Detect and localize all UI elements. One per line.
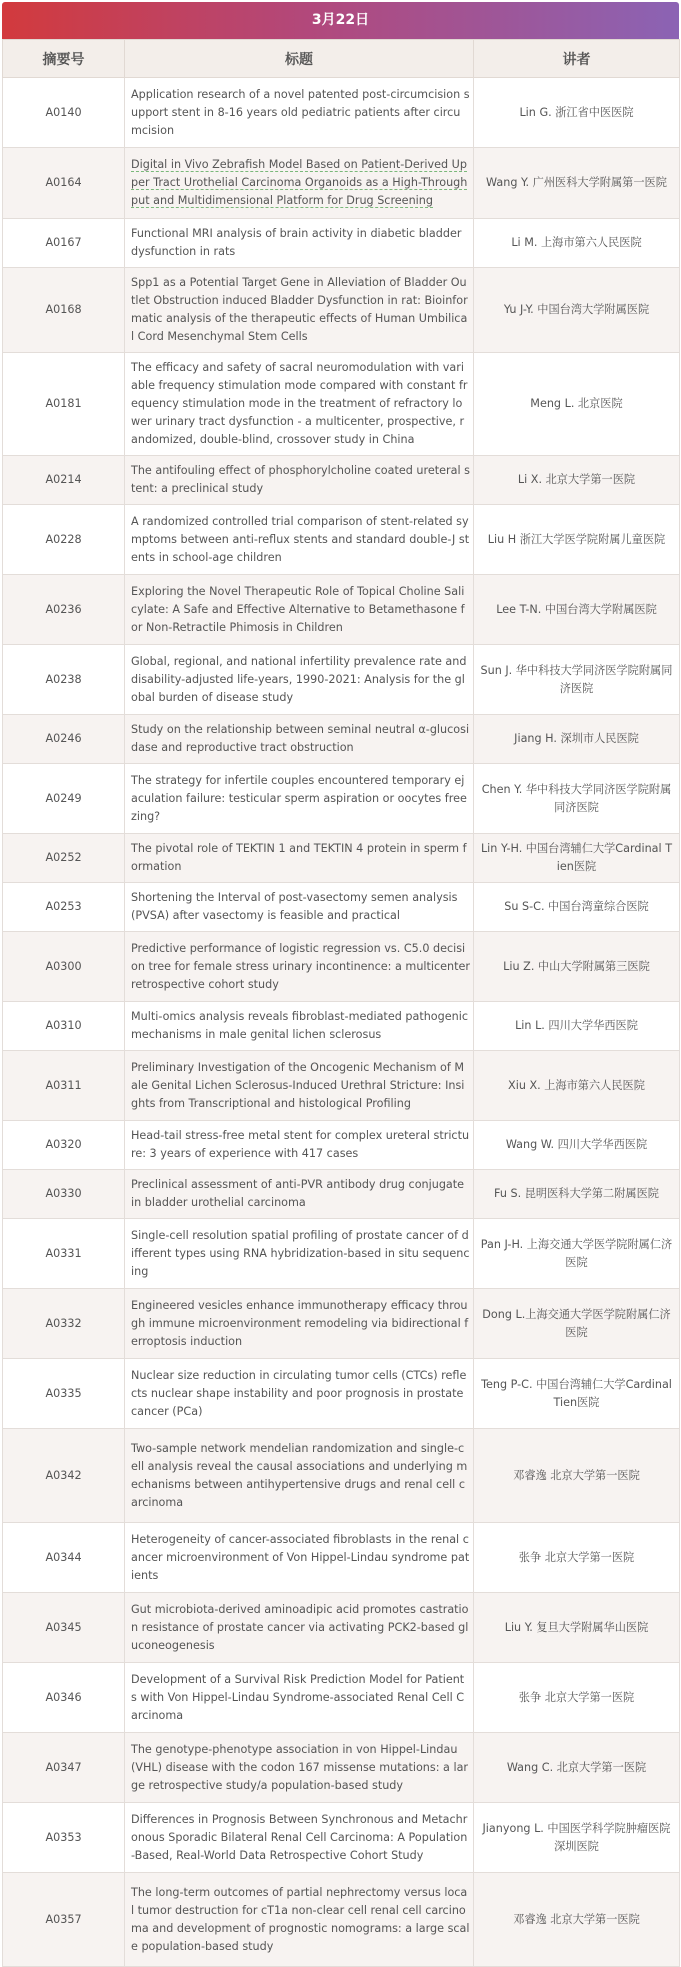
title-text: The genotype-phenotype association in von Hippel-Lindau (VHL) disease with the codon 167 missense mutations: a large retrospective study/a population-based study [131, 1742, 469, 1792]
title-cell [125, 1170, 474, 1219]
title-cell [125, 505, 474, 575]
speaker-cell: Teng P-C. 中国台湾辅仁大学Cardinal Tien医院 [474, 1359, 680, 1429]
title-cell [125, 1523, 474, 1593]
table-row [3, 1429, 680, 1523]
column-header-title: 标题 [125, 40, 474, 78]
table-row [3, 78, 680, 148]
table-row [3, 1121, 680, 1170]
schedule-container [2, 2, 679, 1967]
title-cell [125, 1359, 474, 1429]
table-row [3, 1289, 680, 1359]
speaker-cell: Dong L.上海交通大学医学院附属仁济医院 [474, 1289, 680, 1359]
speaker-cell: 张争 北京大学第一医院 [474, 1663, 680, 1733]
title-cell [125, 645, 474, 715]
abstract-id-cell: A0332 [3, 1289, 125, 1359]
title-text: Spp1 as a Potential Target Gene in Alleviation of Bladder Outlet Obstruction induced Bladder Dysfunction in rat: Bioinformatic analysis of the therapeutic effects of Human Umbilical Cord Mesenchymal Stem Cells [131, 276, 468, 343]
title-cell [125, 764, 474, 834]
title-cell [125, 456, 474, 505]
speaker-cell: Wang C. 北京大学第一医院 [474, 1733, 680, 1803]
title-cell [125, 932, 474, 1002]
abstract-id-cell: A0167 [3, 219, 125, 268]
title-text: Study on the relationship between seminal neutral α-glucosidase and reproductive tract obstruction [131, 723, 470, 754]
table-row [3, 1170, 680, 1219]
title-cell [125, 834, 474, 883]
speaker-cell: Lin G. 浙江省中医医院 [474, 78, 680, 148]
table-row [3, 1593, 680, 1663]
abstract-id-cell: A0300 [3, 932, 125, 1002]
abstract-id-cell: A0331 [3, 1219, 125, 1289]
speaker-cell: Liu H 浙江大学医学院附属儿童医院 [474, 505, 680, 575]
abstract-id-cell: A0228 [3, 505, 125, 575]
title-text: Digital in Vivo Zebrafish Model Based on Patient-Derived Upper Tract Urothelial Carcinoma Organoids as a High-Throughput and Multidimensional Platform for Drug Screening [131, 158, 468, 207]
title-cell [125, 219, 474, 268]
table-row [3, 353, 680, 456]
table-row [3, 883, 680, 932]
table-row [3, 1523, 680, 1593]
abstract-id-cell: A0335 [3, 1359, 125, 1429]
speaker-cell: Xiu X. 上海市第六人民医院 [474, 1051, 680, 1121]
column-header-speaker: 讲者 [474, 40, 680, 78]
title-cell [125, 1429, 474, 1523]
title-cell [125, 1051, 474, 1121]
speaker-cell: Fu S. 昆明医科大学第二附属医院 [474, 1170, 680, 1219]
title-cell [125, 1733, 474, 1803]
title-text: Shortening the Interval of post-vasectomy semen analysis (PVSA) after vasectomy is feasible and practical [131, 891, 458, 922]
abstract-id-cell: A0310 [3, 1002, 125, 1051]
abstract-id-cell: A0320 [3, 1121, 125, 1170]
title-cell [125, 148, 474, 219]
column-header-abstract-id: 摘要号 [3, 40, 125, 78]
title-text: Global, regional, and national infertility prevalence rate and disability-adjusted life-years, 1990-2021: Analysis for the global burden of disease study [131, 654, 467, 704]
speaker-cell: Wang Y. 广州医科大学附属第一医院 [474, 148, 680, 219]
abstract-id-cell: A0311 [3, 1051, 125, 1121]
table-row [3, 645, 680, 715]
speaker-cell: Sun J. 华中科技大学同济医学院附属同济医院 [474, 645, 680, 715]
table-row [3, 505, 680, 575]
abstract-id-cell: A0164 [3, 148, 125, 219]
speaker-cell: Lin L. 四川大学华西医院 [474, 1002, 680, 1051]
speaker-cell: Liu Y. 复旦大学附属华山医院 [474, 1593, 680, 1663]
table-row [3, 932, 680, 1002]
title-cell [125, 1663, 474, 1733]
abstract-id-cell: A0236 [3, 575, 125, 645]
speaker-cell: Su S-C. 中国台湾童综合医院 [474, 883, 680, 932]
title-cell [125, 575, 474, 645]
table-row [3, 1002, 680, 1051]
speaker-cell: Lee T-N. 中国台湾大学附属医院 [474, 575, 680, 645]
abstract-id-cell: A0246 [3, 715, 125, 764]
table-row [3, 764, 680, 834]
title-text: Predictive performance of logistic regression vs. C5.0 decision tree for female stress urinary incontinence: a multicenter retrospective cohort study [131, 941, 471, 991]
title-text: The pivotal role of TEKTIN 1 and TEKTIN 4 protein in sperm formation [131, 842, 467, 873]
table-row [3, 1663, 680, 1733]
table-row [3, 1051, 680, 1121]
title-cell [125, 353, 474, 456]
abstract-table [2, 39, 680, 1967]
title-cell [125, 78, 474, 148]
title-cell [125, 1873, 474, 1967]
title-text: The efficacy and safety of sacral neuromodulation with variable frequency stimulation mode compared with constant frequency stimulation mode in the treatment of refractory lower urinary tract dysfunction - a multicenter, prospective, randomized, double-blind, crossover study in China [131, 361, 468, 446]
abstract-id-cell: A0346 [3, 1663, 125, 1733]
speaker-cell: Wang W. 四川大学华西医院 [474, 1121, 680, 1170]
speaker-cell: Pan J-H. 上海交通大学医学院附属仁济医院 [474, 1219, 680, 1289]
title-text: The long-term outcomes of partial nephrectomy versus local tumor destruction for cT1a non-clear cell renal cell carcinoma and development of prognostic nomograms: a large scale population-based study [131, 1885, 470, 1953]
abstract-id-cell: A0214 [3, 456, 125, 505]
table-row [3, 575, 680, 645]
title-text: Two-sample network mendelian randomization and single-cell analysis reveal the causal associations and underlying mechanisms between antihypertensive drugs and renal cell carcinoma [131, 1441, 468, 1509]
table-row [3, 715, 680, 764]
abstract-id-cell: A0345 [3, 1593, 125, 1663]
table-row [3, 268, 680, 353]
abstract-id-cell: A0168 [3, 268, 125, 353]
abstract-id-cell: A0252 [3, 834, 125, 883]
speaker-cell: Li M. 上海市第六人民医院 [474, 219, 680, 268]
speaker-cell: 邓睿逸 北京大学第一医院 [474, 1873, 680, 1967]
title-text: The strategy for infertile couples encountered temporary ejaculation failure: testicular sperm aspiration or oocytes freezing? [131, 773, 467, 823]
title-text: Preclinical assessment of anti-PVR antibody drug conjugate in bladder urothelial carcinoma [131, 1178, 465, 1209]
table-row [3, 1803, 680, 1873]
table-row [3, 1359, 680, 1429]
title-cell [125, 1219, 474, 1289]
title-text: Development of a Survival Risk Prediction Model for Patients with Von Hippel-Lindau Syndrome-associated Renal Cell Carcinoma [131, 1672, 465, 1722]
abstract-id-cell: A0181 [3, 353, 125, 456]
title-text: Single-cell resolution spatial profiling of prostate cancer of different types using RNA hybridization-based in situ sequencing [131, 1228, 470, 1278]
title-cell [125, 883, 474, 932]
title-text: Nuclear size reduction in circulating tumor cells (CTCs) reflects nuclear shape instability and poor prognosis in prostate cancer (PCa) [131, 1368, 467, 1418]
title-text: Exploring the Novel Therapeutic Role of Topical Choline Salicylate: A Safe and Effective Alternative to Betamethasone for Non-Retractile Phimosis in Children [131, 584, 465, 634]
title-cell [125, 1121, 474, 1170]
abstract-id-cell: A0357 [3, 1873, 125, 1967]
title-text: Multi-omics analysis reveals fibroblast-mediated pathogenic mechanisms in male genital lichen sclerosus [131, 1010, 468, 1041]
table-header-row [3, 40, 680, 78]
abstract-id-cell: A0342 [3, 1429, 125, 1523]
table-row [3, 219, 680, 268]
abstract-id-cell: A0353 [3, 1803, 125, 1873]
abstract-id-cell: A0330 [3, 1170, 125, 1219]
title-text: Functional MRI analysis of brain activity in diabetic bladder dysfunction in rats [131, 227, 462, 258]
speaker-cell: Meng L. 北京医院 [474, 353, 680, 456]
table-body [3, 78, 680, 1967]
title-text: A randomized controlled trial comparison of stent-related symptoms between anti-reflux stents and standard double-J stents in school-age children [131, 514, 470, 564]
date-banner: 3月22日 [2, 2, 679, 39]
table-row [3, 148, 680, 219]
table-row [3, 834, 680, 883]
title-text: Preliminary Investigation of the Oncogenic Mechanism of Male Genital Lichen Sclerosus-Induced Urethral Stricture: Insights from Transcriptional and histological Profiling [131, 1060, 465, 1110]
title-text: Differences in Prognosis Between Synchronous and Metachronous Sporadic Bilateral Renal Cell Carcinoma: A Population-Based, Real-World Data Retrospective Cohort Study [131, 1812, 468, 1862]
title-text: Application research of a novel patented post-circumcision support stent in 8-16 years old pediatric patients after circumcision [131, 87, 470, 137]
table-row [3, 1873, 680, 1967]
speaker-cell: Lin Y-H. 中国台湾辅仁大学Cardinal Tien医院 [474, 834, 680, 883]
abstract-id-cell: A0238 [3, 645, 125, 715]
title-cell [125, 715, 474, 764]
title-text: Gut microbiota-derived aminoadipic acid promotes castration resistance of prostate cancer via activating PCK2-based gluconeogenesis [131, 1602, 469, 1652]
title-cell [125, 1289, 474, 1359]
speaker-cell: 张争 北京大学第一医院 [474, 1523, 680, 1593]
title-cell [125, 268, 474, 353]
title-text: Heterogeneity of cancer-associated fibroblasts in the renal cancer microenvironment of Von Hippel-Lindau syndrome patients [131, 1532, 470, 1582]
title-text: Engineered vesicles enhance immunotherapy efficacy through immune microenvironment remodeling via bidirectional ferroptosis induction [131, 1298, 469, 1348]
abstract-id-cell: A0344 [3, 1523, 125, 1593]
speaker-cell: Yu J-Y. 中国台湾大学附属医院 [474, 268, 680, 353]
speaker-cell: Jiang H. 深圳市人民医院 [474, 715, 680, 764]
abstract-id-cell: A0249 [3, 764, 125, 834]
table-row [3, 1219, 680, 1289]
speaker-cell: Li X. 北京大学第一医院 [474, 456, 680, 505]
speaker-cell: Jianyong L. 中国医学科学院肿瘤医院深圳医院 [474, 1803, 680, 1873]
abstract-id-cell: A0140 [3, 78, 125, 148]
abstract-id-cell: A0347 [3, 1733, 125, 1803]
speaker-cell: Chen Y. 华中科技大学同济医学院附属同济医院 [474, 764, 680, 834]
abstract-id-cell: A0253 [3, 883, 125, 932]
title-cell [125, 1803, 474, 1873]
table-row [3, 1733, 680, 1803]
title-text: The antifouling effect of phosphorylcholine coated ureteral stent: a preclinical study [131, 464, 470, 495]
speaker-cell: 邓睿逸 北京大学第一医院 [474, 1429, 680, 1523]
title-cell [125, 1593, 474, 1663]
speaker-cell: Liu Z. 中山大学附属第三医院 [474, 932, 680, 1002]
table-row [3, 456, 680, 505]
title-cell [125, 1002, 474, 1051]
title-text: Head-tail stress-free metal stent for complex ureteral stricture: 3 years of experience with 417 cases [131, 1129, 470, 1160]
